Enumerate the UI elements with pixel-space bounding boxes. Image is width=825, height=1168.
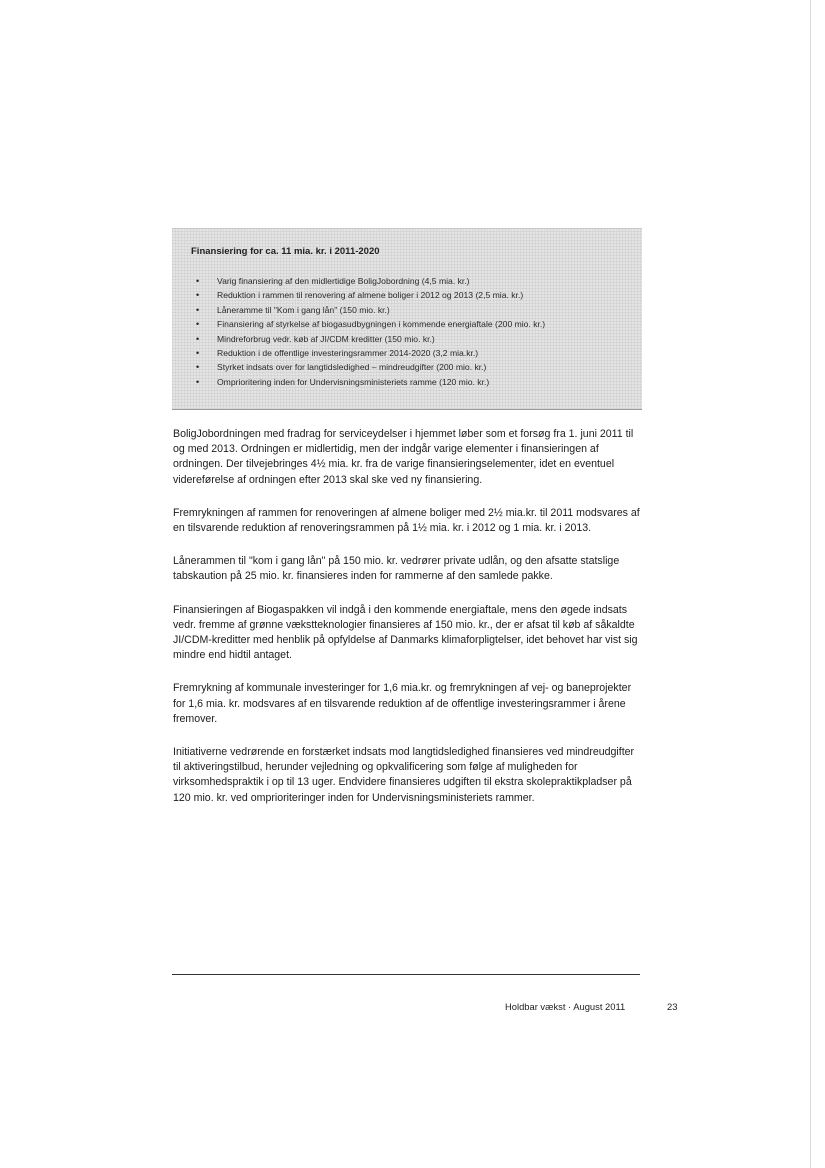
scan-edge-line xyxy=(810,0,811,1168)
bullet-icon: • xyxy=(196,290,200,301)
bullet-icon: • xyxy=(196,362,200,373)
bullet-icon: • xyxy=(196,376,200,387)
paragraph-biogas: Finansieringen af Biogaspakken vil indgå i den kommende energiaftale, mens den øgede indsats vedr. fremme af grønne vækstteknologier finansieres af 150 mio. kr., der er afsat til køb af såkaldte JI/CDM-kreditter med henblik på opfyldelse af Danmarks klimaforpligtelser, idet behovet har vist sig mindre end hidtil antaget. xyxy=(173,603,638,662)
bullet-icon: • xyxy=(196,347,200,358)
page-number: 23 xyxy=(667,1001,678,1012)
paragraph-boligjob: BoligJobordningen med fradrag for serviceydelser i hjemmet løber som et forsøg fra 1. juni 2011 til og med 2013. Ordningen er midlertidig, men der indgår varige elementer i finansieringen af ordningen. Der tilvejebringes 4½ mia. kr. fra de varige finansieringselementer, idet en eventuel videreførelse af ordningen efter 2013 skal ske ved ny finansiering. xyxy=(173,428,634,486)
footer-rule xyxy=(172,974,640,975)
footer-publication: Holdbar vækst · August 2011 xyxy=(505,1001,626,1012)
paragraph-investments: Fremrykning af kommunale investeringer for 1,6 mia.kr. og fremrykningen af vej- og baneprojekter for 1,6 mia. kr. modsvares af en tilsvarende reduktion af de offentlige investeringsrammer i årene fremover. xyxy=(173,682,632,725)
financing-box xyxy=(172,228,642,410)
financing-list-item: • Reduktion i rammen til renovering af almene boliger i 2012 og 2013 (2,5 mia. kr.) xyxy=(196,288,545,302)
bullet-icon: • xyxy=(196,304,200,315)
paragraph-renovation: Fremrykningen af rammen for renoveringen af almene boliger med 2½ mia.kr. til 2011 modsvares af en tilsvarende reduktion af renoveringsrammen på 1½ mia. kr. i 2012 og 1 mia. kr. i 2013. xyxy=(173,506,640,535)
financing-list-item: • Finansiering af styrkelse af biogasudbygningen i kommende energiaftale (200 mio. kr.) xyxy=(196,317,545,331)
financing-list-item: • Styrket indsats over for langtidsledighed – mindreudgifter (200 mio. kr.) xyxy=(196,360,545,374)
financing-list-item: • Varig finansiering af den midlertidige BoligJobordning (4,5 mia. kr.) xyxy=(196,274,545,288)
financing-list-item: • Låneramme til "Kom i gang lån" (150 mio. kr.) xyxy=(196,303,545,317)
bullet-icon: • xyxy=(196,319,200,330)
financing-list-item: • Reduktion i de offentlige investeringsrammer 2014-2020 (3,2 mia.kr.) xyxy=(196,346,545,360)
paragraph-unemployment: Initiativerne vedrørende en forstærket indsats mod langtidsledighed finansieres ved mindreudgifter til aktiveringstilbud, herunder vejledning og opkvalificering som følge af muligheden for virksomhedspraktik i op til 13 uger. Endvidere finansieres udgiften til ekstra skolepraktikpladser på 120 mio. kr. ved omprioriteringer inden for Undervisningsministeriets rammer. xyxy=(173,746,635,804)
body-text xyxy=(173,427,643,824)
paragraph-loan-frame: Lånerammen til "kom i gang lån" på 150 mio. kr. vedrører private udlån, og den afsatte statslige tabskaution på 25 mio. kr. finansieres inden for rammerne af den samlede pakke. xyxy=(173,555,620,583)
financing-list-item: • Mindreforbrug vedr. køb af JI/CDM kreditter (150 mio. kr.) xyxy=(196,332,545,346)
financing-list-item: • Omprioritering inden for Undervisningsministeriets ramme (120 mio. kr.) xyxy=(196,375,545,389)
bullet-icon: • xyxy=(196,276,200,286)
financing-list xyxy=(196,274,545,389)
financing-box-title: Finansiering for ca. 11 mia. kr. i 2011-2020 xyxy=(191,246,380,257)
bullet-icon: • xyxy=(196,333,200,344)
